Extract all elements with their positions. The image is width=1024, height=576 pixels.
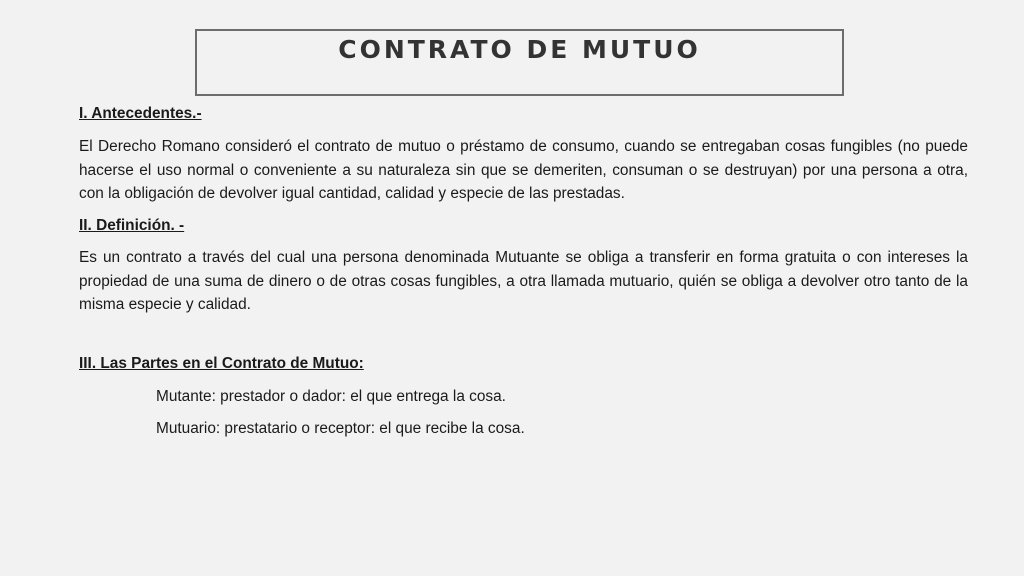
title-box [195, 29, 844, 96]
section-heading-partes: III. Las Partes en el Contrato de Mutuo: [79, 355, 364, 373]
section-heading-definicion: II. Definición. - [79, 217, 185, 235]
slide-title: CONTRATO DE MUTUO [338, 35, 701, 64]
section-body-definicion: Es un contrato a través del cual una persona denominada Mutuante se obliga a transferir en forma gratuita o con intereses la propiedad de una suma de dinero o de otras cosas fungibles, a otra llamada mutuario, quién se obliga a devolver otro tanto de la misma especie y calidad. [79, 249, 968, 314]
section-heading-antecedentes: I. Antecedentes.- [79, 105, 202, 122]
slide-content [79, 102, 968, 449]
party-item-mutuario: Mutuario: prestatario o receptor: el que recibe la cosa. [156, 419, 525, 437]
party-item-mutante: Mutante: prestador o dador: el que entrega la cosa. [156, 387, 506, 405]
section-body-antecedentes: El Derecho Romano consideró el contrato de mutuo o préstamo de consumo, cuando se entregaban cosas fungibles (no puede hacerse el uso normal o conveniente a su naturaleza sin que se demeriten, consuman o se destruyan) por una persona a otra, con la obligación de devolver igual cantidad, calidad y especie de las prestadas. [79, 138, 968, 202]
